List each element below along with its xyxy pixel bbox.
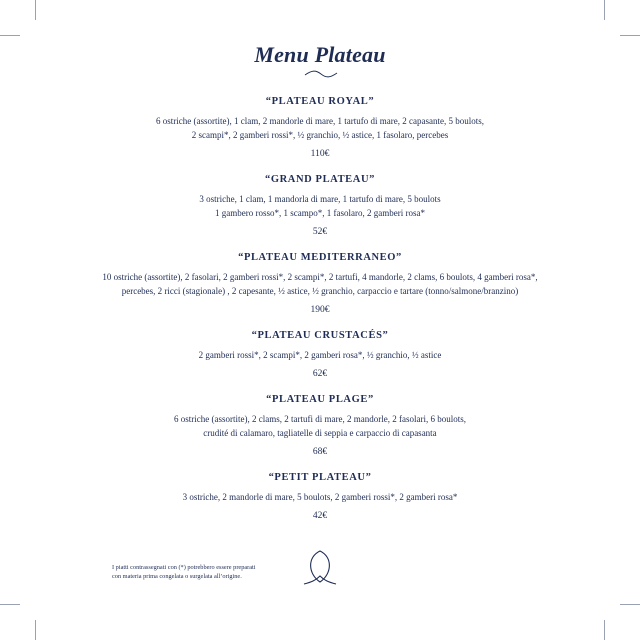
- section-title: “PLATEAU CRUSTACÉS”: [251, 330, 389, 341]
- section-description: [0, 348, 640, 362]
- menu-section: [0, 472, 640, 521]
- section-price: 62€: [312, 369, 328, 379]
- section-description: [0, 412, 640, 440]
- section-description: [0, 490, 640, 504]
- section-price: 190€: [310, 305, 330, 315]
- section-description: [0, 192, 640, 220]
- section-price: 110€: [310, 149, 330, 159]
- crop-mark: [35, 0, 36, 20]
- crop-mark: [604, 620, 605, 640]
- description-line: 6 ostriche (assortite), 1 clam, 2 mandorle di mare, 1 tartufo di mare, 2 capasante, 5 boulots,: [156, 116, 484, 126]
- section-description: [0, 270, 640, 298]
- swash-ornament-icon: [304, 69, 338, 79]
- section-title: “PLATEAU MEDITERRANEO”: [238, 252, 402, 263]
- description-line: 2 gamberi rossi*, 2 scampi*, 2 gamberi rosa*, ½ granchio, ½ astice: [198, 350, 442, 360]
- crop-mark: [35, 620, 36, 640]
- menu-sections: [0, 96, 640, 536]
- description-line: 10 ostriche (assortite), 2 fasolari, 2 gamberi rossi*, 2 scampi*, 2 tartufi, 4 mandorle, 2 clams, 6 boulots, 4 gamberi rosa*,: [102, 272, 538, 282]
- loop-logo-icon: [302, 548, 338, 588]
- menu-section: [0, 96, 640, 159]
- page-title: Menu Plateau: [254, 42, 386, 67]
- section-title: “PLATEAU PLAGE”: [266, 394, 374, 405]
- section-description: [0, 114, 640, 142]
- description-line: 1 gambero rosso*, 1 scampo*, 1 fasolaro, 2 gamberi rosa*: [215, 208, 425, 218]
- section-price: 52€: [312, 227, 328, 237]
- section-title: “PETIT PLATEAU”: [268, 472, 372, 483]
- section-price: 42€: [312, 511, 328, 521]
- crop-mark: [620, 35, 640, 36]
- description-line: 6 ostriche (assortite), 2 clams, 2 tartufi di mare, 2 mandorle, 2 fasolari, 6 boulots,: [174, 414, 466, 424]
- section-title: “GRAND PLATEAU”: [264, 174, 376, 185]
- footnote-line: con materia prima congelata o surgelata all’origine.: [112, 573, 242, 580]
- crop-mark: [0, 35, 20, 36]
- description-line: 3 ostriche, 1 clam, 1 mandorla di mare, 1 tartufo di mare, 5 boulots: [199, 194, 441, 204]
- section-title: “PLATEAU ROYAL”: [265, 96, 375, 107]
- section-price: 68€: [312, 447, 328, 457]
- crop-mark: [620, 604, 640, 605]
- crop-mark: [604, 0, 605, 20]
- crop-mark: [0, 604, 20, 605]
- menu-section: [0, 330, 640, 379]
- description-line: 3 ostriche, 2 mandorle di mare, 5 boulots, 2 gamberi rossi*, 2 gamberi rosa*: [182, 492, 458, 502]
- menu-section: [0, 252, 640, 315]
- footnote-line: I piatti contrassegnati con (*) potrebbero essere preparati: [112, 564, 256, 571]
- menu-section: [0, 174, 640, 237]
- menu-section: [0, 394, 640, 457]
- description-line: 2 scampi*, 2 gamberi rossi*, ½ granchio, ½ astice, 1 fasolaro, percebes: [191, 130, 449, 140]
- description-line: crudité di calamaro, tagliatelle di seppia e carpaccio di capasanta: [203, 428, 437, 438]
- footnote: [112, 563, 297, 581]
- description-line: percebes, 2 ricci (stagionale) , 2 capesante, ½ astice, ½ granchio, carpaccio e tartare (tonno/salmone/branzino): [121, 286, 519, 296]
